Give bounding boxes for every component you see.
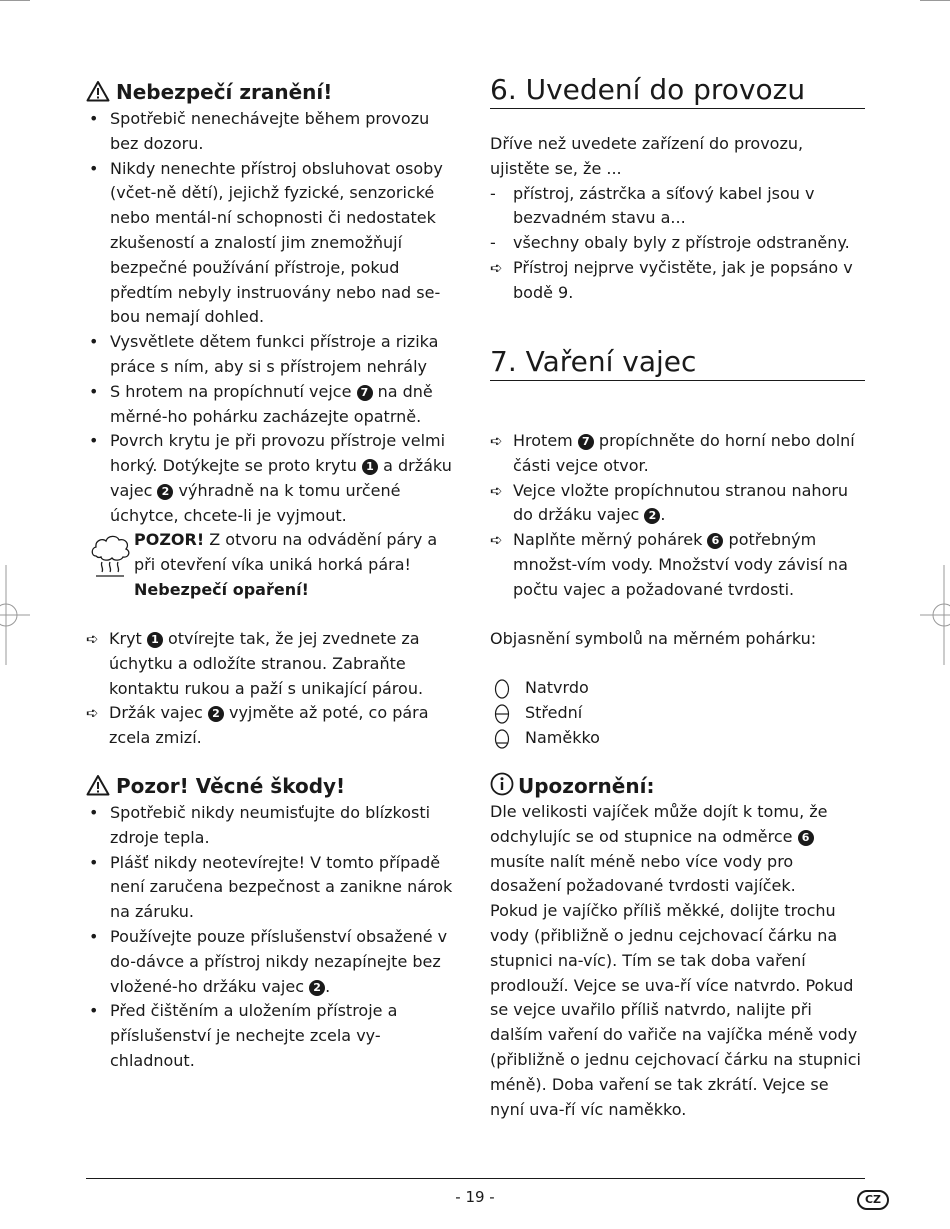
- warning-heading-damage-text: Pozor! Věcné škody!: [116, 774, 346, 798]
- section-7-rule: [490, 380, 865, 381]
- caution-label: POZOR!: [134, 530, 205, 549]
- warning-heading-injury-text: Nebezpečí zranění!: [116, 80, 333, 104]
- list-item: • Povrch krytu je při provozu přístroje velmi horký. Dotýkejte se proto krytu 1 a držáku vajec 2 výhradně na k tomu určené úchytce, chcete-li je vyjmout.: [86, 429, 458, 528]
- section-7-steps: [490, 429, 865, 603]
- part-number-2: 2: [208, 706, 224, 722]
- part-number-2: 2: [157, 484, 173, 500]
- warning-triangle-icon: [86, 774, 110, 796]
- list-item: • Vysvětlete dětem funkci přístroje a rizika práce s ním, aby si s přístrojem nehrály: [86, 330, 458, 380]
- caution-block: [134, 528, 454, 602]
- list-item: • Používejte pouze příslušenství obsažené v do-dávce a přístroj nikdy nezapínejte bez vložené-ho držáku vajec 2 .: [86, 925, 458, 999]
- list-item: • Spotřebič nenechávejte během provozu bez dozoru.: [86, 107, 458, 157]
- step-item: ➪ Kryt 1 otvírejte tak, že jej zvednete za úchytku a odložíte stranou. Zabraňte kontaktu rukou a paží s unikající párou.: [86, 629, 424, 698]
- caution-text: Z otvoru na odvádění páry a při otevření víka uniká horká pára!: [134, 530, 438, 574]
- warning-triangle-icon: [86, 80, 110, 102]
- part-number-1: 1: [362, 459, 378, 475]
- arrow-right-icon: ➪: [490, 258, 503, 277]
- symbol-row-hard: Natvrdo: [490, 676, 790, 701]
- arrow-right-icon: ➪: [86, 704, 99, 723]
- part-number-1: 1: [147, 632, 163, 648]
- info-circle-icon: [490, 772, 514, 796]
- list-item: • Spotřebič nikdy neumisťujte do blízkosti zdroje tepla.: [86, 801, 458, 851]
- section-6-title: 6. Uvedení do provozu: [490, 73, 806, 106]
- part-number-2: 2: [644, 508, 660, 524]
- page-number: - 19 -: [455, 1188, 495, 1206]
- arrow-right-icon: ➪: [490, 531, 503, 550]
- crop-mark-top-left: [0, 0, 30, 10]
- part-number-6: 6: [707, 533, 723, 549]
- steam-cloud-icon: [90, 530, 132, 578]
- arrow-right-icon: ➪: [86, 630, 99, 648]
- section-7-title: 7. Vaření vajec: [490, 345, 697, 378]
- injury-warning-list: [86, 107, 458, 529]
- step-item: ➪ Naplňte měrný pohárek 6 potřebným množst-vím vody. Množství vody závisí na počtu vajec a požadované tvrdosti.: [490, 530, 848, 599]
- section-6-intro: Dříve než uvedete zařízení do provozu, ujistěte se, že ...: [490, 134, 804, 178]
- step-item: ➪ Hrotem 7 propíchněte do horní nebo dolní části vejce otvor.: [490, 431, 855, 475]
- footer-rule: [86, 1178, 865, 1179]
- list-item: • Nikdy nenechte přístroj obsluhovat osoby (včet-ně dětí), jejichž fyzické, senzorické nebo mentál-ní schopnosti či nedostatek zkušeností a znalostí jim znemožňují bezpečné používání přístroje, pokud předtím nebyly instruovány nebo nad se-bou nemají dohled.: [86, 157, 458, 331]
- lid-steps: [86, 627, 454, 751]
- crop-mark-top-right: [920, 0, 950, 10]
- note-heading: [490, 772, 654, 799]
- part-number-7: 7: [357, 385, 373, 401]
- registration-mark-left: [0, 565, 30, 665]
- arrow-right-icon: ➪: [490, 481, 503, 500]
- registration-mark-right: [920, 565, 950, 665]
- symbol-row-medium: Střední: [490, 701, 790, 726]
- egg-medium-icon: [494, 703, 510, 725]
- part-number-2: 2: [309, 980, 325, 996]
- egg-hard-icon: [494, 678, 510, 700]
- part-number-7: 7: [578, 434, 594, 450]
- note-heading-text: Upozornění:: [518, 774, 655, 798]
- warning-heading-injury: [86, 79, 332, 105]
- list-item: • Plášť nikdy neotevírejte! V tomto případě není zaručena bezpečnost a zanikne nárok na záruku.: [86, 851, 458, 925]
- list-item: • Před čištěním a uložením přístroje a příslušenství je nechejte zcela vy- chladnout.: [86, 999, 458, 1073]
- step-item: ➪ Vejce vložte propíchnutou stranou nahoru do držáku vajec 2 .: [490, 480, 849, 525]
- section-6-body: [490, 132, 865, 306]
- note-body: [490, 800, 865, 1122]
- part-number-6: 6: [798, 830, 814, 846]
- scald-danger-text: Nebezpečí opaření!: [134, 579, 309, 599]
- step-item: ➪ Držák vajec 2 vyjměte až poté, co pára zcela zmizí.: [86, 703, 429, 748]
- egg-soft-icon: [494, 728, 510, 750]
- language-badge: CZ: [857, 1190, 889, 1210]
- section-6-rule: [490, 108, 865, 109]
- damage-warning-list: [86, 801, 458, 1074]
- warning-heading-damage: [86, 773, 345, 799]
- symbols-legend: [490, 676, 790, 750]
- checklist-item: - přístroj, zástrčka a síťový kabel jsou v bezvadném stavu a...: [490, 183, 815, 228]
- symbols-intro: Objasnění symbolů na měrném pohárku:: [490, 629, 817, 648]
- arrow-right-icon: ➪: [490, 432, 503, 450]
- note-paragraph: Dle velikosti vajíček může dojít k tomu, že odchylujíc se od stupnice na odměrce 6 musíte nalít méně nebo více vody pro dosažení požadované tvrdosti vajíček.: [490, 802, 828, 896]
- list-item: • S hrotem na propíchnutí vejce 7 na dně měrné-ho pohárku zacházejte opatrně.: [86, 380, 458, 430]
- checklist-item: - všechny obaly byly z přístroje odstraněny.: [490, 233, 850, 253]
- note-paragraph: Pokud je vajíčko příliš měkké, dolijte trochu vody (přibližně o jednu cejchovací čárku na stupnici na-víc). Tím se tak doba vaření prodlouží. Vejce se uva-ří více natvrdo. Pokud se vejce uvařilo příliš natvrdo, nalijte při dalším vaření do vařiče na vajíčka méně vody (přibližně o jednu cejchovací čárku na stupnici méně). Doba vaření se tak zkrátí. Vejce se nyní uva-ří víc naměkko.: [490, 901, 861, 1119]
- step-item: ➪ Přístroj nejprve vyčistěte, jak je popsáno v bodě 9.: [490, 257, 853, 302]
- symbol-row-soft: Naměkko: [490, 726, 790, 751]
